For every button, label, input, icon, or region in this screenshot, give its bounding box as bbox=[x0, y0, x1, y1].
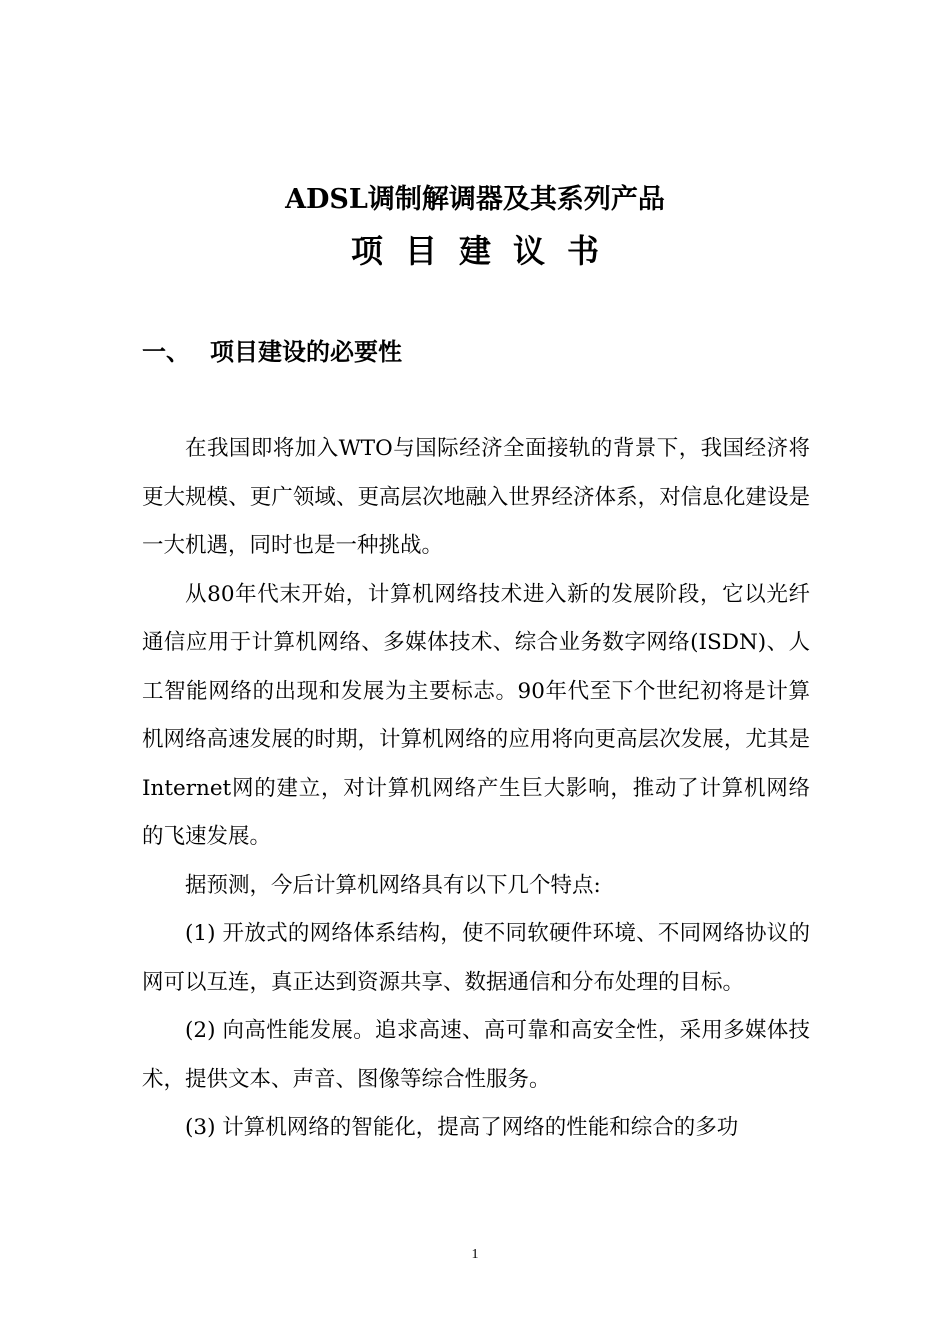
paragraph-forecast: 据预测，今后计算机网络具有以下几个特点: bbox=[185, 872, 601, 898]
list-item-intelligence: (3) 计算机网络的智能化，提高了网络的性能和综合的多功 bbox=[185, 1115, 739, 1140]
paragraph-history: 从80年代末开始，计算机网络技术进入新的发展阶段，它以光纤通信应用于计算机网络、多媒体技术、综合业务数字网络(ISDN)、人工智能网络的出现和发展为主要标志。90年代至下个世纪初将是计算机网络高速发展的时期，计算机网络的应用将向更高层次发展，尤其是Internet网的建立，对计算机网络产生巨大影响，推动了计算机网络的飞速发展。 bbox=[142, 581, 810, 849]
page-number: 1 bbox=[471, 1247, 479, 1262]
document-title: ADSL调制解调器及其系列产品 bbox=[285, 184, 665, 215]
body-text bbox=[142, 425, 810, 1153]
section-title: 项目建设的必要性 bbox=[210, 337, 402, 366]
section-number: 一、 bbox=[142, 337, 190, 366]
document-subtitle: 项目建议书 bbox=[350, 232, 621, 270]
section-heading bbox=[142, 332, 402, 372]
list-item-high-performance: (2) 向高性能发展。追求高速、高可靠和高安全性，采用多媒体技术，提供文本、声音、图像等综合性服务。 bbox=[142, 1018, 810, 1092]
list-item-open-architecture: (1) 开放式的网络体系结构，使不同软硬件环境、不同网络协议的网可以互连，真正达到资源共享、数据通信和分布处理的目标。 bbox=[142, 921, 810, 995]
paragraph-intro: 在我国即将加入WTO与国际经济全面接轨的背景下，我国经济将更大规模、更广领域、更高层次地融入世界经济体系，对信息化建设是一大机遇，同时也是一种挑战。 bbox=[142, 436, 810, 558]
